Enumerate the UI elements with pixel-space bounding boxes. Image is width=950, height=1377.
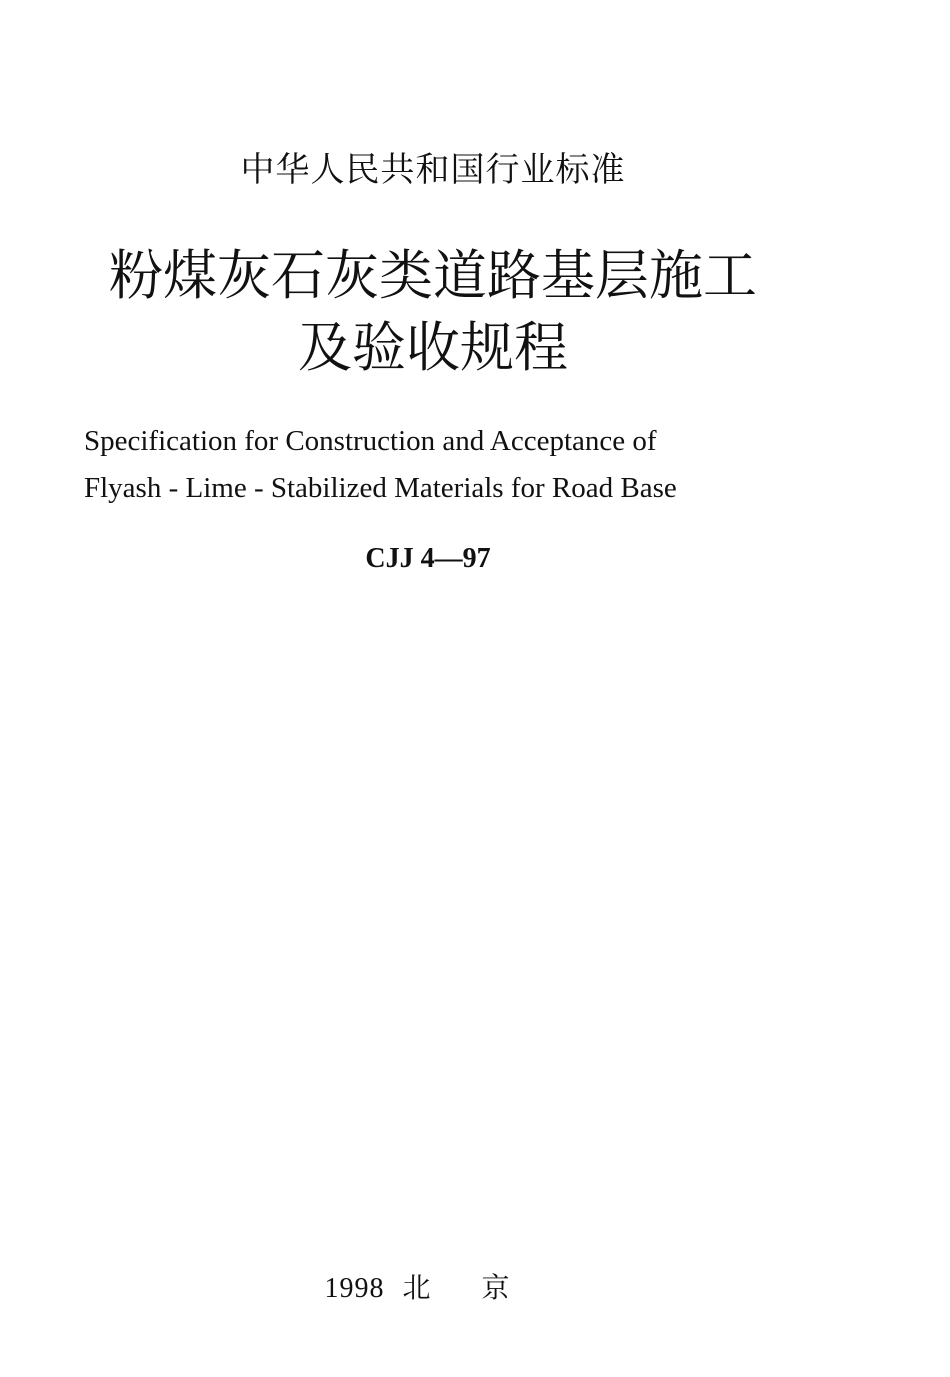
publication-year: 1998 <box>324 1273 385 1304</box>
chinese-title <box>0 240 866 384</box>
english-title-line-1: Specification for Construction and Acceptance of <box>84 425 657 457</box>
english-title-line-2: Flyash - Lime - Stabilized Materials for Road Base <box>84 472 677 504</box>
standard-code: CJJ 4—97 <box>365 543 491 574</box>
chinese-title-line-1: 粉煤灰石灰类道路基层施工 <box>109 244 757 307</box>
chinese-title-line-2: 及验收规程 <box>298 316 568 379</box>
standard-category: 中华人民共和国行业标准 <box>240 150 626 190</box>
publication-imprint <box>0 1266 856 1306</box>
english-title <box>84 418 844 512</box>
publication-city: 北 京 <box>402 1273 532 1304</box>
